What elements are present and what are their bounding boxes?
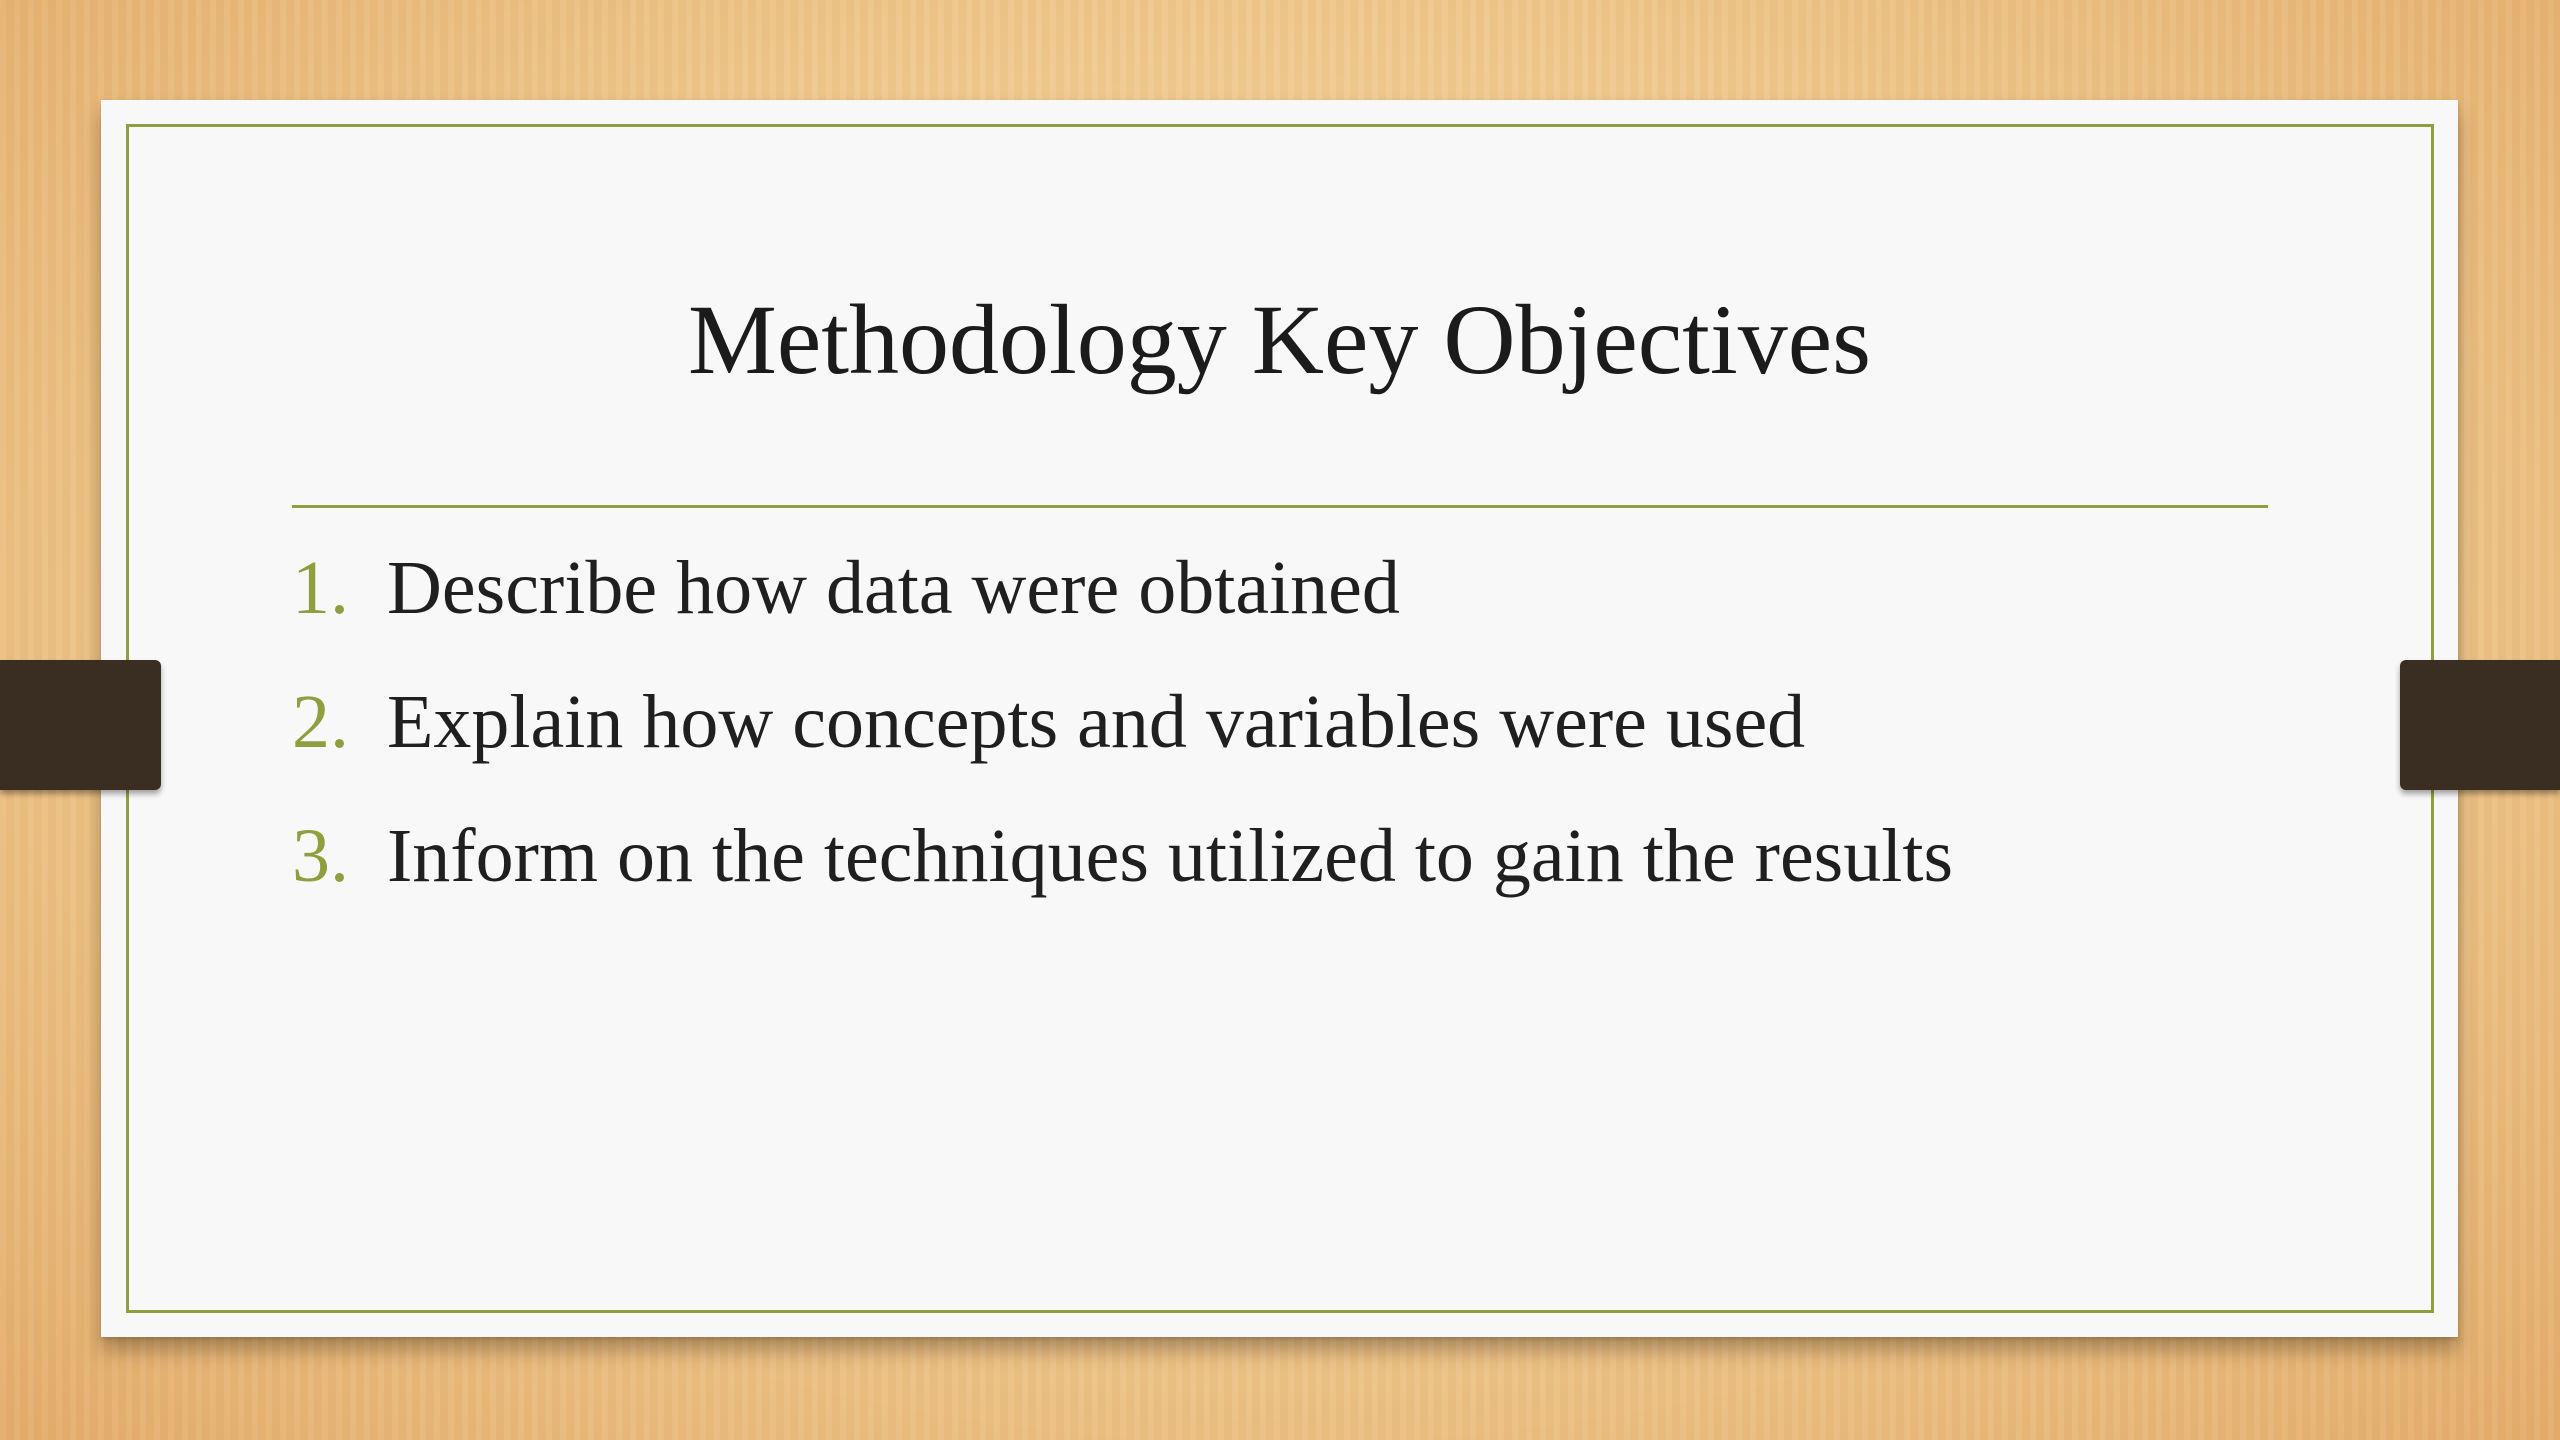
- objective-number: 3.: [292, 814, 349, 898]
- objective-text: Inform on the techniques utilized to gain the results: [387, 814, 1954, 898]
- slide-title: Methodology Key Objectives: [687, 284, 1872, 395]
- objective-text: Explain how concepts and variables were used: [387, 680, 1806, 764]
- objectives-list: [292, 545, 1953, 947]
- binder-clip-right: [2400, 660, 2560, 790]
- objective-item-3: [292, 813, 1953, 947]
- objective-item-2: [292, 679, 1953, 813]
- objective-number: 2.: [292, 680, 349, 764]
- objective-number: 1.: [292, 546, 349, 630]
- objective-item-1: [292, 545, 1953, 679]
- objective-text: Describe how data were obtained: [387, 546, 1400, 630]
- title-divider: [292, 505, 2268, 508]
- binder-clip-left: [0, 660, 161, 790]
